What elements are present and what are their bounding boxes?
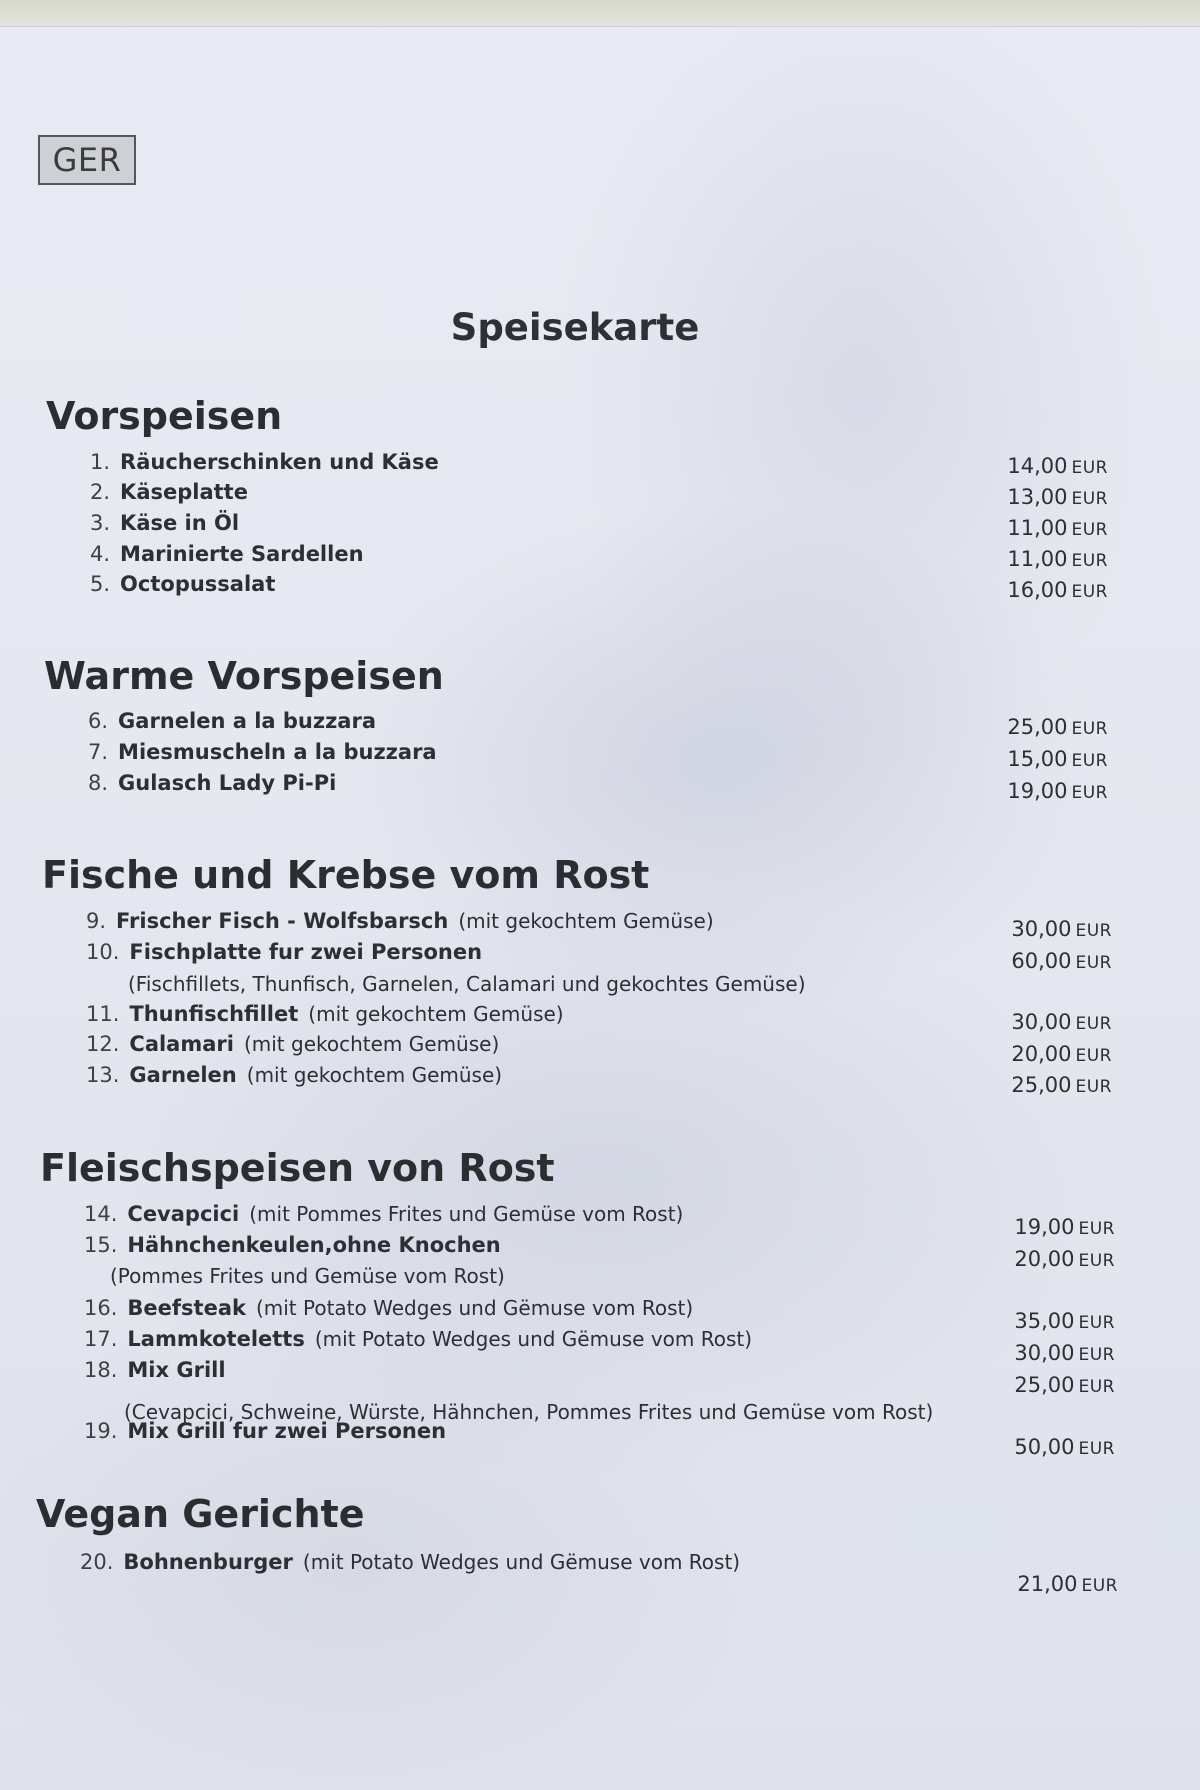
item-price: 14,00 [1007, 454, 1068, 478]
item-number: 14. [84, 1202, 118, 1226]
item-currency: EUR [1078, 1439, 1115, 1459]
section-fische [42, 852, 649, 898]
item-number: 12. [86, 1032, 120, 1056]
item-price: 21,00 [1017, 1572, 1078, 1596]
item-price: 11,00 [1007, 516, 1068, 540]
item-number: 6. [88, 709, 109, 733]
item-price: 25,00 [1014, 1373, 1075, 1397]
item-number: 19. [84, 1419, 118, 1443]
item-currency: EUR [1075, 1014, 1112, 1034]
item-number: 5. [90, 572, 111, 596]
item-currency: EUR [1075, 953, 1112, 973]
item-currency: EUR [1071, 719, 1108, 739]
item-currency: EUR [1071, 489, 1108, 509]
item-name: Garnelen [129, 1063, 237, 1087]
item-currency: EUR [1071, 783, 1108, 803]
item-name: Gulasch Lady Pi-Pi [118, 771, 337, 795]
item-price: 30,00 [1014, 1341, 1075, 1365]
section-warme-vorspeisen [44, 653, 444, 699]
item-number: 2. [90, 480, 111, 504]
item-price: 19,00 [1007, 779, 1068, 803]
item-price: 16,00 [1007, 578, 1068, 602]
item-currency: EUR [1071, 582, 1108, 602]
item-currency: EUR [1078, 1219, 1115, 1239]
item-subnote: (Cevapcici, Schweine, Würste, Hähnchen, Pommes Frites und Gemüse vom Rost) [124, 1400, 934, 1424]
item-price: 20,00 [1014, 1247, 1075, 1271]
item-price: 15,00 [1007, 747, 1068, 771]
section-title: Vorspeisen [46, 394, 283, 438]
item-note: (mit Potato Wedges und Gëmuse vom Rost) [255, 1296, 694, 1320]
item-subnote: (Fischfillets, Thunfisch, Garnelen, Calamari und gekochtes Gemüse) [128, 972, 806, 996]
item-number: 18. [84, 1358, 118, 1382]
item-name: Marinierte Sardellen [120, 542, 364, 566]
section-title: Vegan Gerichte [36, 1492, 365, 1536]
item-number: 15. [84, 1233, 118, 1257]
item-number: 8. [88, 771, 109, 795]
item-name: Bohnenburger [123, 1550, 293, 1574]
item-currency: EUR [1075, 1046, 1112, 1066]
item-subnote: (Pommes Frites und Gemüse vom Rost) [110, 1264, 505, 1288]
item-name: Octopussalat [120, 572, 276, 596]
item-currency: EUR [1078, 1377, 1115, 1397]
item-name: Lammkoteletts [127, 1327, 305, 1351]
section-title: Fische und Krebse vom Rost [42, 853, 650, 897]
item-note: (mit gekochtem Gemüse) [246, 1063, 503, 1087]
item-note: (mit Pommes Frites und Gemüse vom Rost) [249, 1202, 684, 1226]
section-title: Fleischspeisen von Rost [40, 1146, 555, 1190]
item-price: 13,00 [1007, 485, 1068, 509]
item-name: Käseplatte [120, 480, 248, 504]
item-note: (mit Potato Wedges und Gëmuse vom Rost) [302, 1550, 741, 1574]
item-note: (mit gekochtem Gemüse) [243, 1032, 500, 1056]
language-badge: GER [38, 135, 136, 185]
item-name: Thunfischfillet [129, 1002, 299, 1026]
item-price: 25,00 [1011, 1073, 1072, 1097]
item-name: Fischplatte fur zwei Personen [129, 940, 483, 964]
item-currency: EUR [1078, 1313, 1115, 1333]
item-number: 9. [86, 909, 107, 933]
item-price: 50,00 [1014, 1435, 1075, 1459]
item-name: Hähnchenkeulen,ohne Knochen [127, 1233, 501, 1257]
item-name: Räucherschinken und Käse [120, 450, 439, 474]
item-currency: EUR [1075, 1077, 1112, 1097]
item-name: Mix Grill fur zwei Personen [127, 1419, 447, 1443]
item-price: 30,00 [1011, 917, 1072, 941]
section-vorspeisen [46, 393, 282, 439]
item-currency: EUR [1071, 751, 1108, 771]
item-number: 11. [86, 1002, 120, 1026]
item-price: 11,00 [1007, 547, 1068, 571]
item-note: (mit Potato Wedges und Gëmuse vom Rost) [314, 1327, 753, 1351]
item-number: 7. [88, 740, 109, 764]
item-currency: EUR [1071, 458, 1108, 478]
item-number: 4. [90, 542, 111, 566]
item-currency: EUR [1081, 1576, 1118, 1596]
item-number: 10. [86, 940, 120, 964]
item-price: 35,00 [1014, 1309, 1075, 1333]
item-price: 20,00 [1011, 1042, 1072, 1066]
item-currency: EUR [1078, 1345, 1115, 1365]
item-name: Garnelen a la buzzara [118, 709, 376, 733]
item-price: 25,00 [1007, 715, 1068, 739]
item-name: Beefsteak [127, 1296, 246, 1320]
item-name: Calamari [129, 1032, 234, 1056]
item-price: 60,00 [1011, 949, 1072, 973]
item-price: 19,00 [1014, 1215, 1075, 1239]
item-currency: EUR [1078, 1251, 1115, 1271]
item-currency: EUR [1075, 921, 1112, 941]
section-title: Warme Vorspeisen [44, 654, 444, 698]
item-number: 3. [90, 511, 111, 535]
item-price: 30,00 [1011, 1010, 1072, 1034]
item-name: Mix Grill [127, 1358, 226, 1382]
item-name: Miesmuscheln a la buzzara [118, 740, 437, 764]
page-title: Speisekarte [450, 306, 700, 349]
item-number: 20. [80, 1550, 114, 1574]
item-number: 17. [84, 1327, 118, 1351]
top-edge-strip [0, 0, 1200, 27]
item-currency: EUR [1071, 520, 1108, 540]
item-number: 13. [86, 1063, 120, 1087]
item-currency: EUR [1071, 551, 1108, 571]
item-note: (mit gekochtem Gemüse) [308, 1002, 564, 1026]
section-vegan [36, 1491, 364, 1537]
item-name: Käse in Öl [120, 511, 240, 535]
item-name: Cevapcici [127, 1202, 240, 1226]
item-note: (mit gekochtem Gemüse) [458, 909, 714, 933]
item-number: 1. [90, 450, 111, 474]
item-number: 16. [84, 1296, 118, 1320]
section-fleischspeisen [40, 1145, 555, 1191]
item-name: Frischer Fisch - Wolfsbarsch [116, 909, 449, 933]
